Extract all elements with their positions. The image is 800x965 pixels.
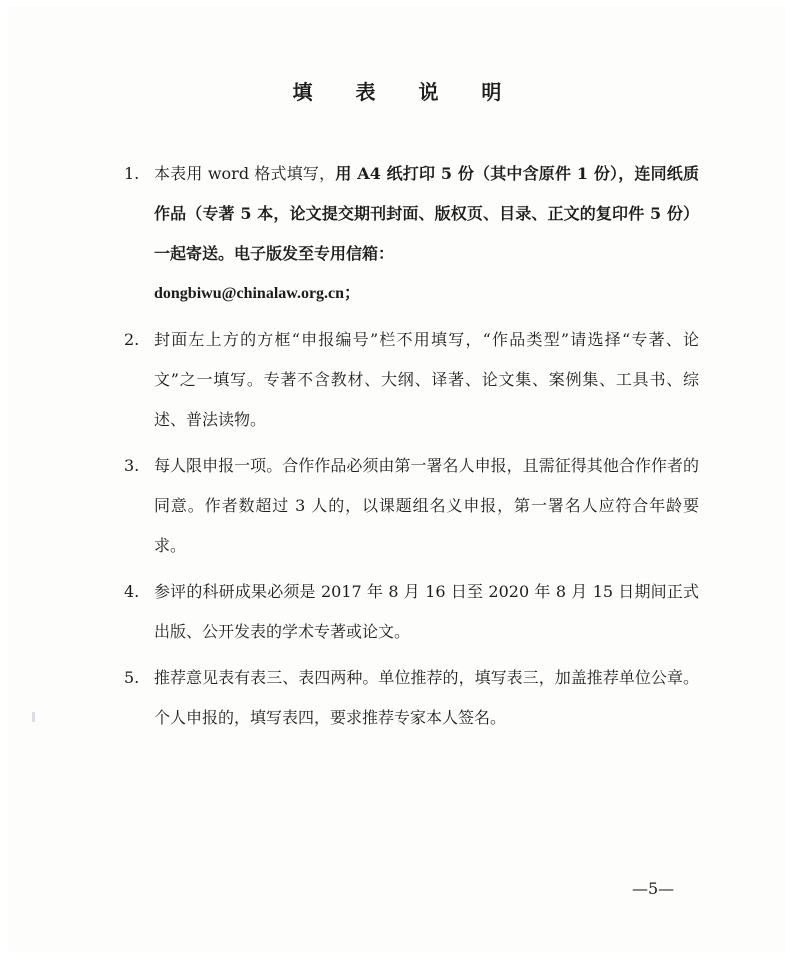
item-number: 5. — [124, 668, 140, 687]
instruction-item-3 — [124, 446, 699, 566]
page-number: —5— — [632, 879, 675, 898]
item-text: 每人限申报一项。合作作品必须由第一署名人申报，且需征得其他合作作者的同意。作者数超过 3 人的，以课题组名义申报，第一署名人应符合年龄要求。 — [154, 456, 699, 555]
item-number: 3. — [124, 456, 140, 475]
instruction-item-5 — [124, 658, 699, 738]
instruction-item-2 — [124, 320, 699, 440]
instruction-item-1 — [124, 154, 699, 314]
item-text-bold: 用 A4 纸打印 5 份（其中含原件 1 份），连同纸质作品（专著 5 本，论文提交期刊封面、版权页、目录、正文的复印件 5 份）一起寄送。电子版发至专用信箱： — [154, 164, 699, 263]
item-number: 4. — [124, 582, 140, 601]
item-text: 参评的科研成果必须是 2017 年 8 月 16 日至 2020 年 8 月 15 日期间正式出版、公开发表的学术专著或论文。 — [154, 582, 699, 641]
item-text — [154, 154, 699, 274]
scan-mark — [32, 712, 35, 722]
item-text-part: 本表用 word 格式填写， — [154, 164, 336, 183]
item-number: 1. — [124, 164, 140, 183]
item-text: 推荐意见表有表三、表四两种。单位推荐的，填写表三，加盖推荐单位公章。个人申报的，填写表四，要求推荐专家本人签名。 — [154, 668, 699, 727]
page-title: 填 表 说 明 — [292, 80, 520, 104]
instruction-item-4 — [124, 572, 699, 652]
document-page — [8, 6, 786, 952]
instruction-list — [124, 154, 699, 744]
item-number: 2. — [124, 330, 140, 349]
email-address: dongbiwu@chinalaw.org.cn； — [154, 285, 361, 302]
item-text: 封面左上方的方框“申报编号”栏不用填写，“作品类型”请选择“专著、论文”之一填写。专著不含教材、大纲、译著、论文集、案例集、工具书、综述、普法读物。 — [154, 330, 699, 429]
